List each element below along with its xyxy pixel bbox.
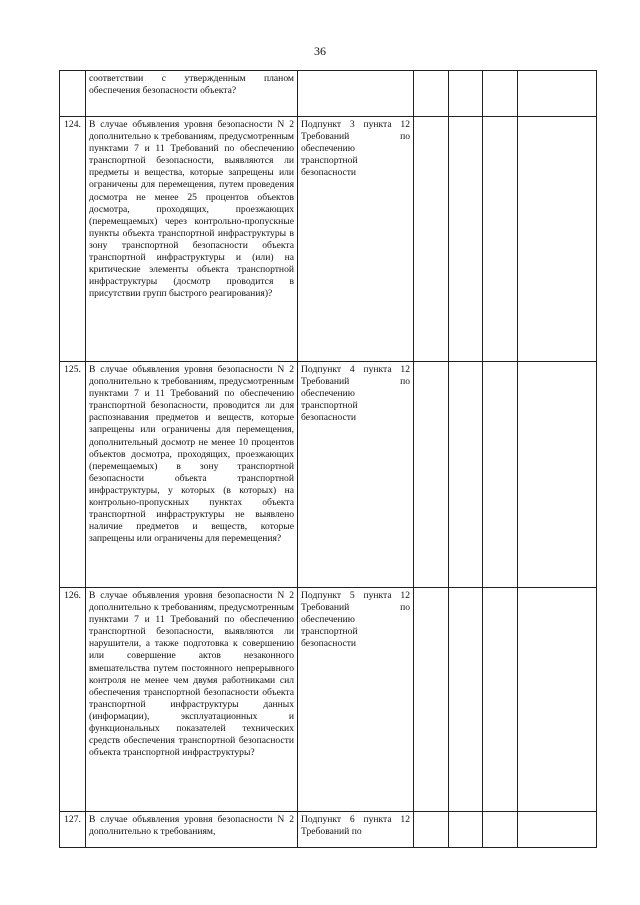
legal-reference: Подпункт 5 пункта 12 Требований по обеспечению транспортной безопасности [298, 588, 414, 812]
answer-cell [483, 71, 518, 117]
question-text: соответствии с утвержденным планом обеспечения безопасности объекта? [86, 71, 298, 117]
answer-cell [449, 117, 483, 362]
answer-cell [414, 812, 449, 848]
table-row [60, 588, 597, 812]
question-text: В случае объявления уровня безопасности N 2 дополнительно к требованиям, [86, 812, 298, 848]
answer-cell [483, 362, 518, 588]
answer-cell [414, 362, 449, 588]
answer-cell [483, 588, 518, 812]
legal-reference: Подпункт 6 пункта 12 Требований по [298, 812, 414, 848]
row-number: 124. [60, 117, 86, 362]
question-text: В случае объявления уровня безопасности N 2 дополнительно к требованиям, предусмотренным пунктами 7 и 11 Требований по обеспечению транспортной безопасности, выявляются ли нарушители, а также подготовка к совершению или совершение актов незаконного вмешательства путем постоянного непрерывного контроля не менее чем двумя работниками сил обеспечения транспортной безопасности объекта транспортной инфраструктуры данных (информации), эксплуатационных и функциональных показателей технических средств обеспечения транспортной безопасности объекта транспортной инфраструктуры? [86, 588, 298, 812]
note-cell [518, 812, 597, 848]
checklist-table [59, 70, 597, 848]
answer-cell [414, 117, 449, 362]
answer-cell [449, 362, 483, 588]
table-row [60, 117, 597, 362]
answer-cell [414, 588, 449, 812]
answer-cell [483, 117, 518, 362]
answer-cell [483, 812, 518, 848]
answer-cell [449, 812, 483, 848]
note-cell [518, 71, 597, 117]
question-text: В случае объявления уровня безопасности N 2 дополнительно к требованиям, предусмотренным пунктами 7 и 11 Требований по обеспечению транспортной безопасности, выявляются ли предметы и вещества, которые запрещены или ограничены для перемещения, путем проведения досмотра не менее 25 процентов объектов досмотра, проходящих, проезжающих (перемещаемых) через контрольно-пропускные пункты объекта транспортной инфраструктуры в зону транспортной безопасности объекта транспортной инфраструктуры и (или) на критические элементы объекта транспортной инфраструктуры (досмотр проводится в присутствии групп быстрого реагирования)? [86, 117, 298, 362]
answer-cell [449, 71, 483, 117]
legal-reference [298, 71, 414, 117]
table-row [60, 812, 597, 848]
row-number: 126. [60, 588, 86, 812]
legal-reference: Подпункт 4 пункта 12 Требований по обеспечению транспортной безопасности [298, 362, 414, 588]
note-cell [518, 588, 597, 812]
table-row [60, 71, 597, 117]
note-cell [518, 362, 597, 588]
row-number: 127. [60, 812, 86, 848]
table-row [60, 362, 597, 588]
answer-cell [414, 71, 449, 117]
page-number: 36 [314, 44, 326, 58]
question-text: В случае объявления уровня безопасности N 2 дополнительно к требованиям, предусмотренным пунктами 7 и 11 Требований по обеспечению транспортной безопасности, проводится ли для распознавания предметов и веществ, которые запрещены или ограничены для перемещения, дополнительный досмотр не менее 10 процентов объектов досмотра, проходящих, проезжающих (перемещаемых) в зону транспортной безопасности объекта транспортной инфраструктуры, у которых (в которых) на контрольно-пропускных пунктах объекта транспортной инфраструктуры не выявлено наличие предметов и веществ, которые запрещены или ограничены для перемещения? [86, 362, 298, 588]
answer-cell [449, 588, 483, 812]
legal-reference: Подпункт 3 пункта 12 Требований по обеспечению транспортной безопасности [298, 117, 414, 362]
row-number [60, 71, 86, 117]
note-cell [518, 117, 597, 362]
row-number: 125. [60, 362, 86, 588]
